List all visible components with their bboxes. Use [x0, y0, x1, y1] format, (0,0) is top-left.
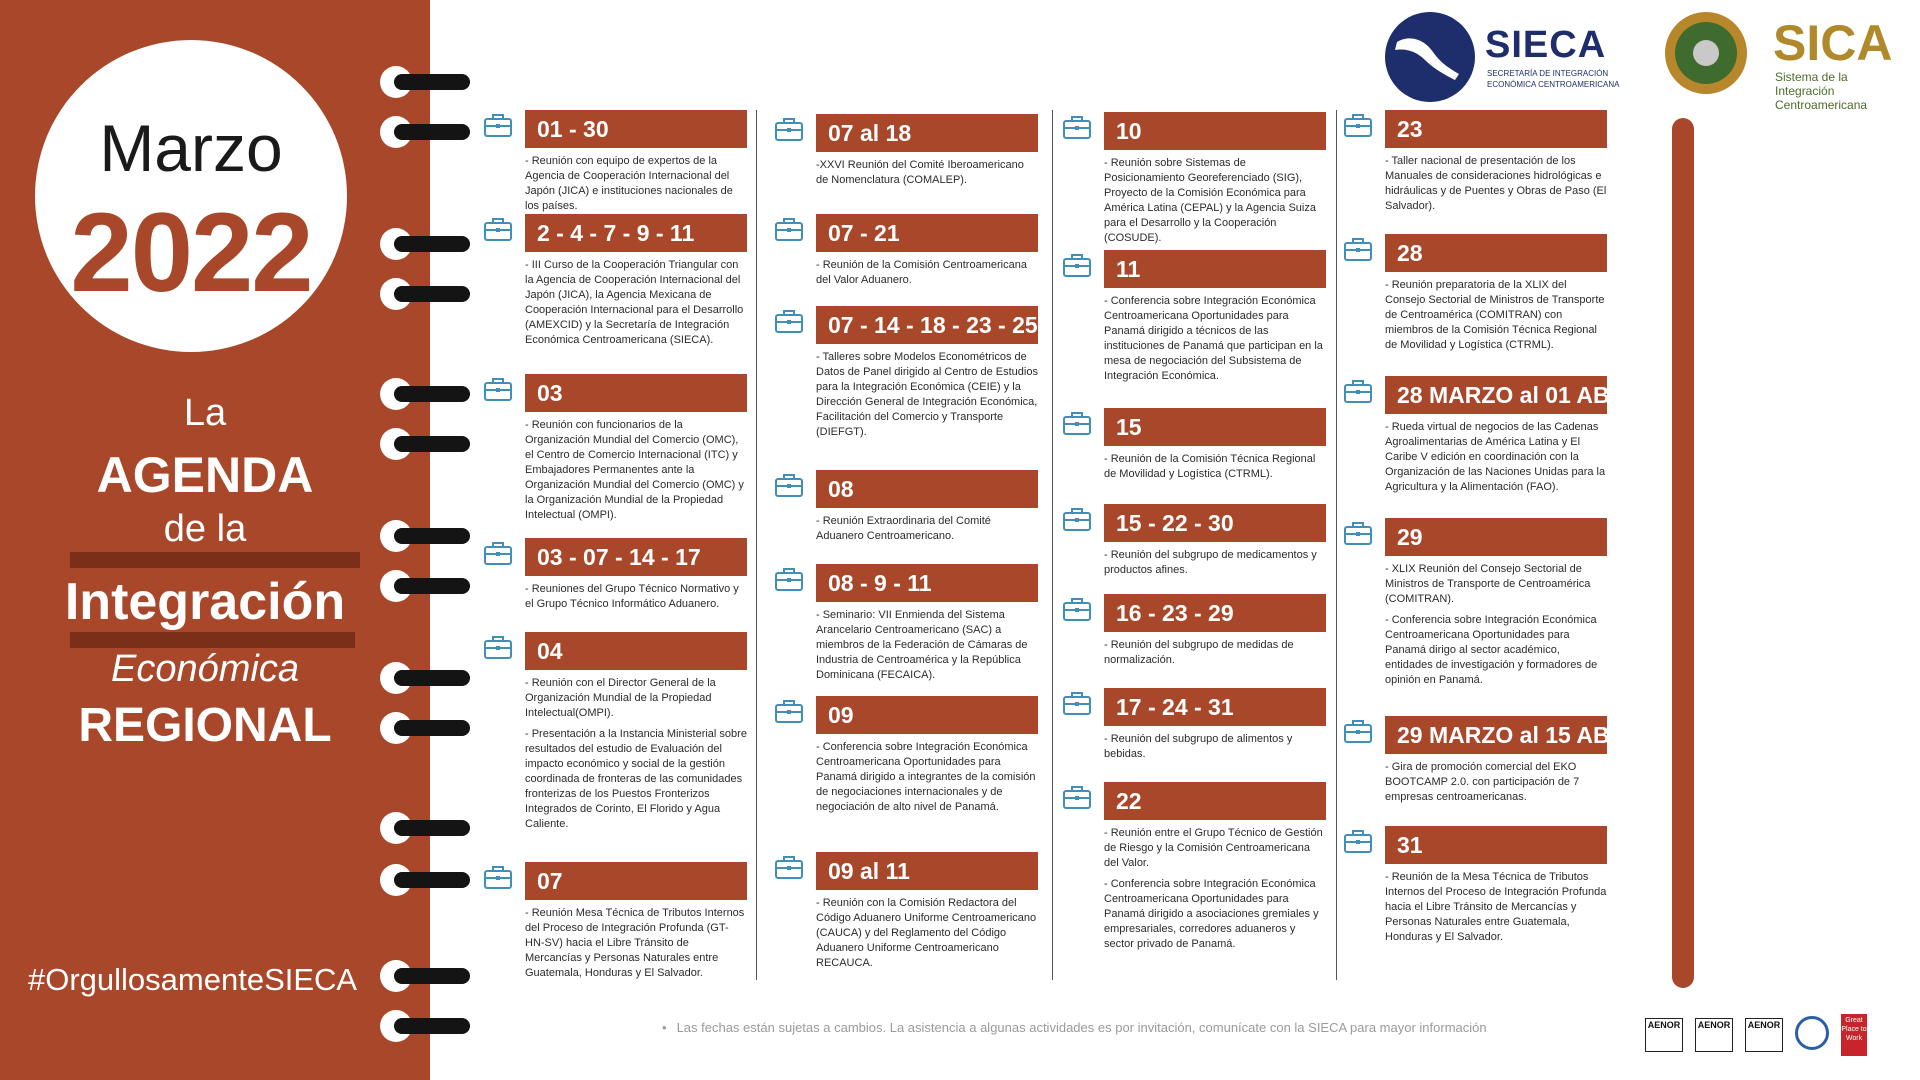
event-description	[1104, 156, 1326, 252]
event-date: 22	[1104, 782, 1326, 820]
briefcase-icon	[1343, 236, 1373, 262]
certification-badges	[1645, 1014, 1915, 1058]
spiral-ring	[380, 378, 470, 410]
event-date: 17 - 24 - 31	[1104, 688, 1326, 726]
right-decorative-bar	[1672, 118, 1694, 988]
sica-logo	[1665, 10, 1910, 112]
event-date: 08	[816, 470, 1038, 508]
event-date: 28 MARZO al 01 ABRIL	[1385, 376, 1607, 414]
event-item: - Presentación a la Instancia Ministerial sobre resultados del estudio de Evaluación del impacto económico y social de la gestión coordinada de fronteras de las comunidades fronterizas de los Puestos Fronterizos Integrados de Corinto, El Florido y Agua Caliente.	[525, 728, 747, 830]
event-item: - XLIX Reunión del Consejo Sectorial de Ministros de Transporte de Centroamérica (COMITRAN).	[1385, 563, 1591, 605]
event-item: - Reunión con la Comisión Redactora del Código Aduanero Uniforme Centroamericano (CAUCA) y del Reglamento del Código Aduanero Uniforme Centroamericano RECAUCA.	[816, 897, 1037, 969]
event-date: 23	[1385, 110, 1607, 148]
event-description	[1385, 154, 1607, 220]
briefcase-icon	[483, 112, 513, 138]
sica-wordmark: SICA	[1773, 15, 1893, 71]
event-date: 15 - 22 - 30	[1104, 504, 1326, 542]
month-label: Marzo	[99, 111, 283, 185]
title-integracion: Integración	[64, 573, 346, 631]
sieca-subtitle	[1487, 68, 1619, 90]
event-item: - Reunión del subgrupo de medicamentos y productos afines.	[1104, 549, 1317, 576]
event-date: 15	[1104, 408, 1326, 446]
event-item: - Conferencia sobre Integración Económica Centroamericana Oportunidades para Panamá dirigo al sector académico, entidades de investigación y formadores de opinión en Panamá.	[1385, 614, 1598, 686]
title-de-la: de la	[163, 508, 247, 550]
event-date: 03	[525, 374, 747, 412]
briefcase-icon	[483, 864, 513, 890]
event-description	[816, 896, 1038, 977]
title-bar-bottom	[70, 632, 355, 648]
briefcase-icon	[483, 216, 513, 242]
event-date: 29	[1385, 518, 1607, 556]
event-date: 10	[1104, 112, 1326, 150]
spiral-ring	[380, 864, 470, 896]
sieca-wordmark: SIECA	[1485, 24, 1607, 66]
event-item: - Reunión con el Director General de la Organización Mundial de la Propiedad Intelectual(OMPI).	[525, 677, 716, 719]
spiral-ring	[380, 712, 470, 744]
event-item: - Reunión preparatoria de la XLIX del Consejo Sectorial de Ministros de Transporte de Centroamérica (COMITRAN) con miembros de la Comisión Técnica Regional de Movilidad y Logística (CTRML).	[1385, 279, 1605, 351]
spiral-ring	[380, 570, 470, 602]
event-date: 09 al 11	[816, 852, 1038, 890]
event-item: - Conferencia sobre Integración Económica Centroamericana Oportunidades para Panamá dirigido a técnicos de las instituciones de Panamá que participan en la mesa de negociación del Subsistema de Integración Económica.	[1104, 295, 1323, 382]
event-date: 11	[1104, 250, 1326, 288]
event-item: - III Curso de la Cooperación Triangular con la Agencia de Cooperación Internacional del Japón (JICA), la Agencia Mexicana de Cooperación Internacional para el Desarrollo (AMEXCID) y la Secretaría de Integración Económica Centroamericana (SIECA).	[525, 259, 744, 346]
title-regional: REGIONAL	[78, 699, 332, 752]
spiral-ring	[380, 228, 470, 260]
event-description	[525, 418, 747, 529]
sica-seal-icon	[1665, 12, 1747, 94]
briefcase-icon	[483, 634, 513, 660]
event-date: 16 - 23 - 29	[1104, 594, 1326, 632]
event-item: - Reunión de la Comisión Centroamericana del Valor Aduanero.	[816, 259, 1027, 286]
event-date: 07 - 14 - 18 - 23 - 25	[816, 306, 1038, 344]
briefcase-icon	[774, 116, 804, 142]
event-description	[816, 258, 1038, 294]
year-label: 2022	[70, 190, 312, 315]
event-date: 29 MARZO al 15 ABRIL	[1385, 716, 1607, 754]
event-item: - Talleres sobre Modelos Econométricos de Datos de Panel dirigido al Centro de Estudios para la Integración Económica (CEIE) y la Dirección General de Integración Económica, Facilitación del Comercio y Transporte (DIEFGT).	[816, 351, 1038, 438]
event-item: - Reunión Mesa Técnica de Tributos Internos del Proceso de Integración Profunda (GT-HN-SV) hacia el Libre Tránsito de Mercancías y Personas Naturales entre Guatemala, Honduras y El Salvador.	[525, 907, 745, 979]
event-item: - Reunión del subgrupo de medidas de normalización.	[1104, 639, 1294, 666]
briefcase-icon	[774, 216, 804, 242]
event-item: - Reunión sobre Sistemas de Posicionamiento Georeferenciado (SIG), Proyecto de la Comisión Económica para América Latina (CEPAL) y la Agencia Suiza para el Desarrollo y la Cooperación (COSUDE).	[1104, 157, 1316, 244]
briefcase-icon	[1062, 410, 1092, 436]
event-item: -XXVI Reunión del Comité Iberoamericano de Nomenclatura (COMALEP).	[816, 159, 1024, 186]
spiral-ring	[380, 960, 470, 992]
event-date: 07	[525, 862, 747, 900]
event-description	[525, 258, 747, 354]
event-item: - Seminario: VII Enmienda del Sistema Arancelario Centroamericano (SAC) a miembros de la Federación de Cámaras de Industria de Centroamérica y la República Dominicana (FECAICA).	[816, 609, 1028, 681]
spiral-ring	[380, 1010, 470, 1042]
title-bar-top	[70, 552, 360, 568]
certification-seal-icon	[1795, 1016, 1829, 1050]
briefcase-icon	[774, 698, 804, 724]
spiral-ring	[380, 428, 470, 460]
event-item: - Gira de promoción comercial del EKO BOOTCAMP 2.0. con participación de 7 empresas centroamericanas.	[1385, 761, 1580, 803]
event-description	[1385, 562, 1607, 694]
event-item: - Reunión con funcionarios de la Organización Mundial del Comercio (OMC), el Centro de Comercio Internacional (ITC) y Embajadores Permanentes ante la Organización Mundial del Comercio (OMC) y la Organización Mundial de la Propiedad Intelectual (OMPI).	[525, 419, 744, 521]
event-item: - Reunión de la Mesa Técnica de Tributos Internos del Proceso de Integración Profunda hacia el Libre Tránsito de Mercancías y Personas Naturales entre Guatemala, Honduras y El Salvador.	[1385, 871, 1607, 943]
briefcase-icon	[483, 376, 513, 402]
spiral-ring	[380, 278, 470, 310]
sica-subtitle-line1: Sistema de la Integración	[1775, 70, 1848, 98]
spiral-ring	[380, 662, 470, 694]
sieca-globe-icon	[1385, 12, 1475, 102]
event-description	[816, 608, 1038, 689]
event-date: 2 - 4 - 7 - 9 - 11	[525, 214, 747, 252]
event-item: - Reunión Extraordinaria del Comité Aduanero Centroamericano.	[816, 515, 991, 542]
aenor-badge: AENOR	[1695, 1018, 1733, 1052]
briefcase-icon	[483, 540, 513, 566]
event-item: - Conferencia sobre Integración Económica Centroamericana Oportunidades para Panamá dirigido a asociaciones gremiales y empresariales, corredores aduaneros y sector privado de Panamá.	[1104, 878, 1319, 950]
spiral-ring	[380, 66, 470, 98]
event-description	[816, 514, 1038, 550]
briefcase-icon	[1062, 506, 1092, 532]
spiral-ring	[380, 812, 470, 844]
event-description	[525, 154, 747, 220]
event-item: - Reunión del subgrupo de alimentos y bebidas.	[1104, 733, 1293, 760]
sieca-subtitle-line2: ECONÓMICA CENTROAMERICANA	[1487, 80, 1620, 89]
briefcase-icon	[1062, 784, 1092, 810]
spiral-ring	[380, 116, 470, 148]
briefcase-icon	[1062, 596, 1092, 622]
footer-note: • Las fechas están sujetas a cambios. La asistencia a algunas actividades es por invitación, comunícate con la SIECA para mayor información	[662, 1020, 1487, 1035]
briefcase-icon	[774, 566, 804, 592]
briefcase-icon	[1062, 114, 1092, 140]
great-place-to-work-badge: Great Place to Work	[1841, 1014, 1867, 1056]
briefcase-icon	[1343, 112, 1373, 138]
briefcase-icon	[1343, 718, 1373, 744]
aenor-badge: AENOR	[1645, 1018, 1683, 1052]
event-date: 28	[1385, 234, 1607, 272]
event-description	[1104, 732, 1326, 768]
event-item: - Reunión entre el Grupo Técnico de Gestión de Riesgo y la Comisión Centroamericana del Valor.	[1104, 827, 1323, 869]
briefcase-icon	[1343, 378, 1373, 404]
title-la: La	[183, 392, 227, 434]
event-description	[1385, 870, 1607, 951]
event-description	[1104, 638, 1326, 674]
event-date: 31	[1385, 826, 1607, 864]
event-item: - Taller nacional de presentación de los Manuales de consideraciones hidrológicas e hidráulicas y de Puentes y Obras de Paso (El Salvador).	[1385, 155, 1607, 212]
event-item: - Conferencia sobre Integración Económica Centroamericana Oportunidades para Panamá dirigido a integrantes de la comisión de negociaciones internacionales y de negociación de alto nivel de Panamá.	[816, 741, 1036, 813]
event-description	[1104, 826, 1326, 958]
sieca-logo	[1385, 10, 1625, 102]
event-date: 09	[816, 696, 1038, 734]
briefcase-icon	[1062, 690, 1092, 716]
briefcase-icon	[774, 472, 804, 498]
hashtag: #OrgullosamenteSIECA	[28, 962, 358, 997]
event-description	[1385, 278, 1607, 359]
briefcase-icon	[1343, 520, 1373, 546]
event-item: - Reuniones del Grupo Técnico Normativo y el Grupo Técnico Informático Aduanero.	[525, 583, 739, 610]
sica-subtitle	[1775, 70, 1910, 112]
event-description	[1104, 452, 1326, 488]
aenor-badge: AENOR	[1745, 1018, 1783, 1052]
event-description	[816, 740, 1038, 821]
event-description	[816, 158, 1038, 194]
event-description	[1104, 294, 1326, 390]
event-description	[525, 582, 747, 618]
month-circle	[35, 40, 347, 352]
event-date: 07 al 18	[816, 114, 1038, 152]
event-description	[525, 906, 747, 987]
column-divider	[1336, 110, 1337, 980]
briefcase-icon	[774, 854, 804, 880]
event-item: - Reunión con equipo de expertos de la Agencia de Cooperación Internacional del Japón (JICA) e instituciones nacionales de los países.	[525, 155, 733, 212]
event-item: - Reunión de la Comisión Técnica Regional de Movilidad y Logística (CTRML).	[1104, 453, 1316, 480]
event-description	[525, 676, 747, 838]
sica-subtitle-line2: Centroamericana	[1775, 98, 1868, 112]
event-date: 01 - 30	[525, 110, 747, 148]
event-description	[1385, 760, 1607, 811]
left-panel	[0, 0, 430, 1080]
title-economica: Económica	[111, 648, 299, 690]
event-date: 03 - 07 - 14 - 17	[525, 538, 747, 576]
event-date: 04	[525, 632, 747, 670]
event-description	[1104, 548, 1326, 584]
briefcase-icon	[774, 308, 804, 334]
event-description	[1385, 420, 1607, 501]
column-divider	[1052, 110, 1053, 980]
title-agenda: AGENDA	[96, 447, 314, 503]
sieca-subtitle-line1: SECRETARÍA DE INTEGRACIÓN	[1487, 69, 1609, 78]
event-item: - Rueda virtual de negocios de las Cadenas Agroalimentarias de América Latina y El Caribe V edición en coordinación con la Organización de las Naciones Unidas para la Agricultura y la Alimentación (FAO).	[1385, 421, 1606, 493]
briefcase-icon	[1062, 252, 1092, 278]
column-divider	[756, 110, 757, 980]
spiral-ring	[380, 520, 470, 552]
event-description	[816, 350, 1038, 446]
briefcase-icon	[1343, 828, 1373, 854]
event-date: 07 - 21	[816, 214, 1038, 252]
event-date: 08 - 9 - 11	[816, 564, 1038, 602]
